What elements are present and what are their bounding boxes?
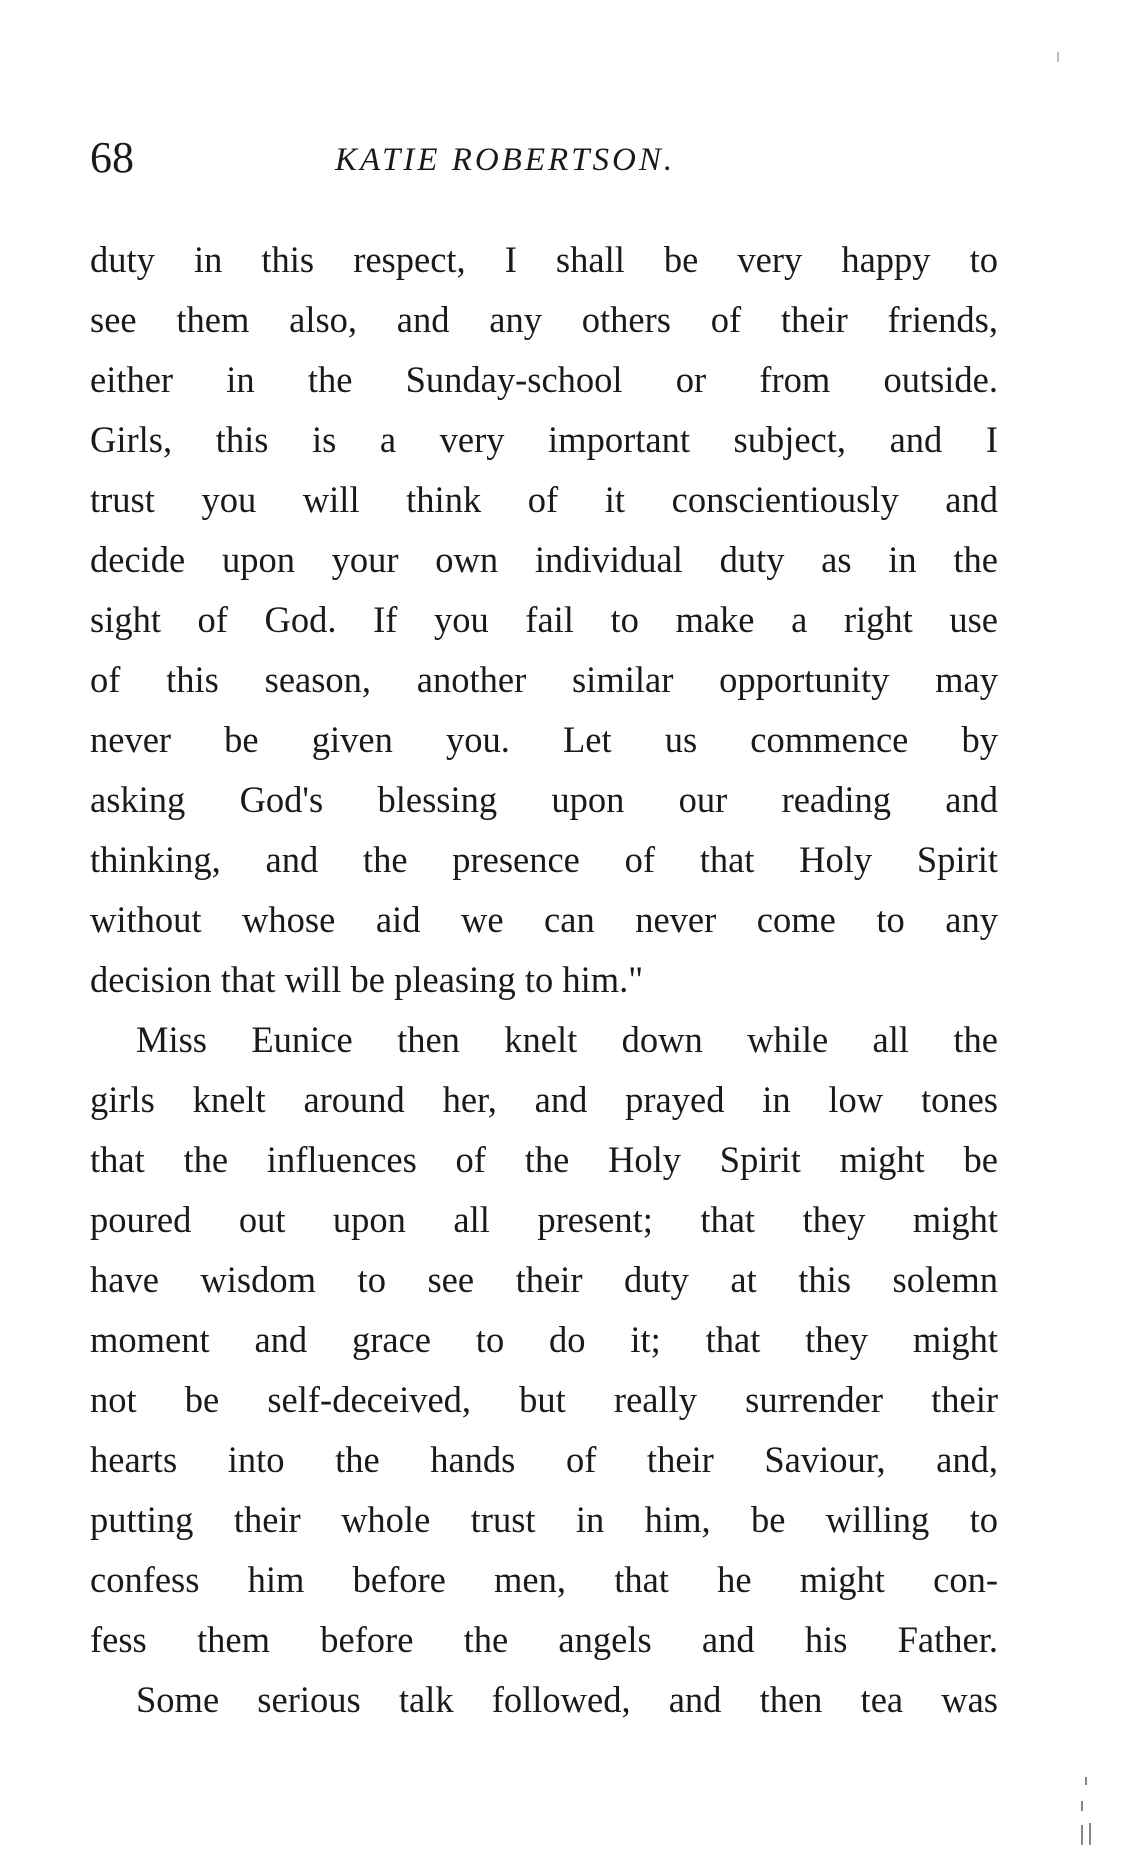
text-line: not be self-deceived, but really surrender their	[90, 1379, 998, 1420]
text-line: without whose aid we can never come to any	[90, 899, 998, 940]
text-line: duty in this respect, I shall be very happy to	[90, 239, 998, 280]
text-line: sight of God. If you fail to make a right use	[90, 599, 998, 640]
text-line: have wisdom to see their duty at this solemn	[90, 1259, 998, 1300]
text-line: girls knelt around her, and prayed in low tones	[90, 1079, 998, 1120]
scan-speck	[1081, 1825, 1083, 1845]
text-line: Miss Eunice then knelt down while all the	[136, 1019, 998, 1060]
text-line: Some serious talk followed, and then tea was	[136, 1679, 998, 1720]
text-line: decision that will be pleasing to him."	[90, 959, 644, 1000]
body-text	[90, 230, 998, 1730]
text-line: asking God's blessing upon our reading and	[90, 779, 998, 820]
running-title: KATIE ROBERTSON.	[335, 142, 676, 178]
text-line: see them also, and any others of their friends,	[90, 299, 998, 340]
scan-specks	[1079, 1777, 1099, 1857]
text-line: hearts into the hands of their Saviour, and,	[90, 1439, 998, 1480]
text-line: either in the Sunday-school or from outside.	[90, 359, 998, 400]
text-line: that the influences of the Holy Spirit might be	[90, 1139, 998, 1180]
text-line: of this season, another similar opportunity may	[90, 659, 998, 700]
page-number: 68	[90, 133, 134, 182]
text-line: thinking, and the presence of that Holy Spirit	[90, 839, 998, 880]
scan-speck	[1081, 1801, 1083, 1811]
text-line: confess him before men, that he might con-	[90, 1559, 998, 1600]
page-header	[90, 128, 1000, 188]
text-line: poured out upon all present; that they might	[90, 1199, 998, 1240]
text-line: Girls, this is a very important subject, and I	[90, 419, 998, 460]
scan-speck	[1089, 1823, 1091, 1845]
text-line: never be given you. Let us commence by	[90, 719, 998, 760]
text-line: putting their whole trust in him, be willing to	[90, 1499, 998, 1540]
scan-speck	[1085, 1777, 1087, 1785]
text-line: moment and grace to do it; that they might	[90, 1319, 998, 1360]
text-line: fess them before the angels and his Father.	[90, 1619, 998, 1660]
text-line: decide upon your own individual duty as in the	[90, 539, 998, 580]
scan-speck	[1057, 52, 1059, 62]
text-line: trust you will think of it conscientiously and	[90, 479, 998, 520]
